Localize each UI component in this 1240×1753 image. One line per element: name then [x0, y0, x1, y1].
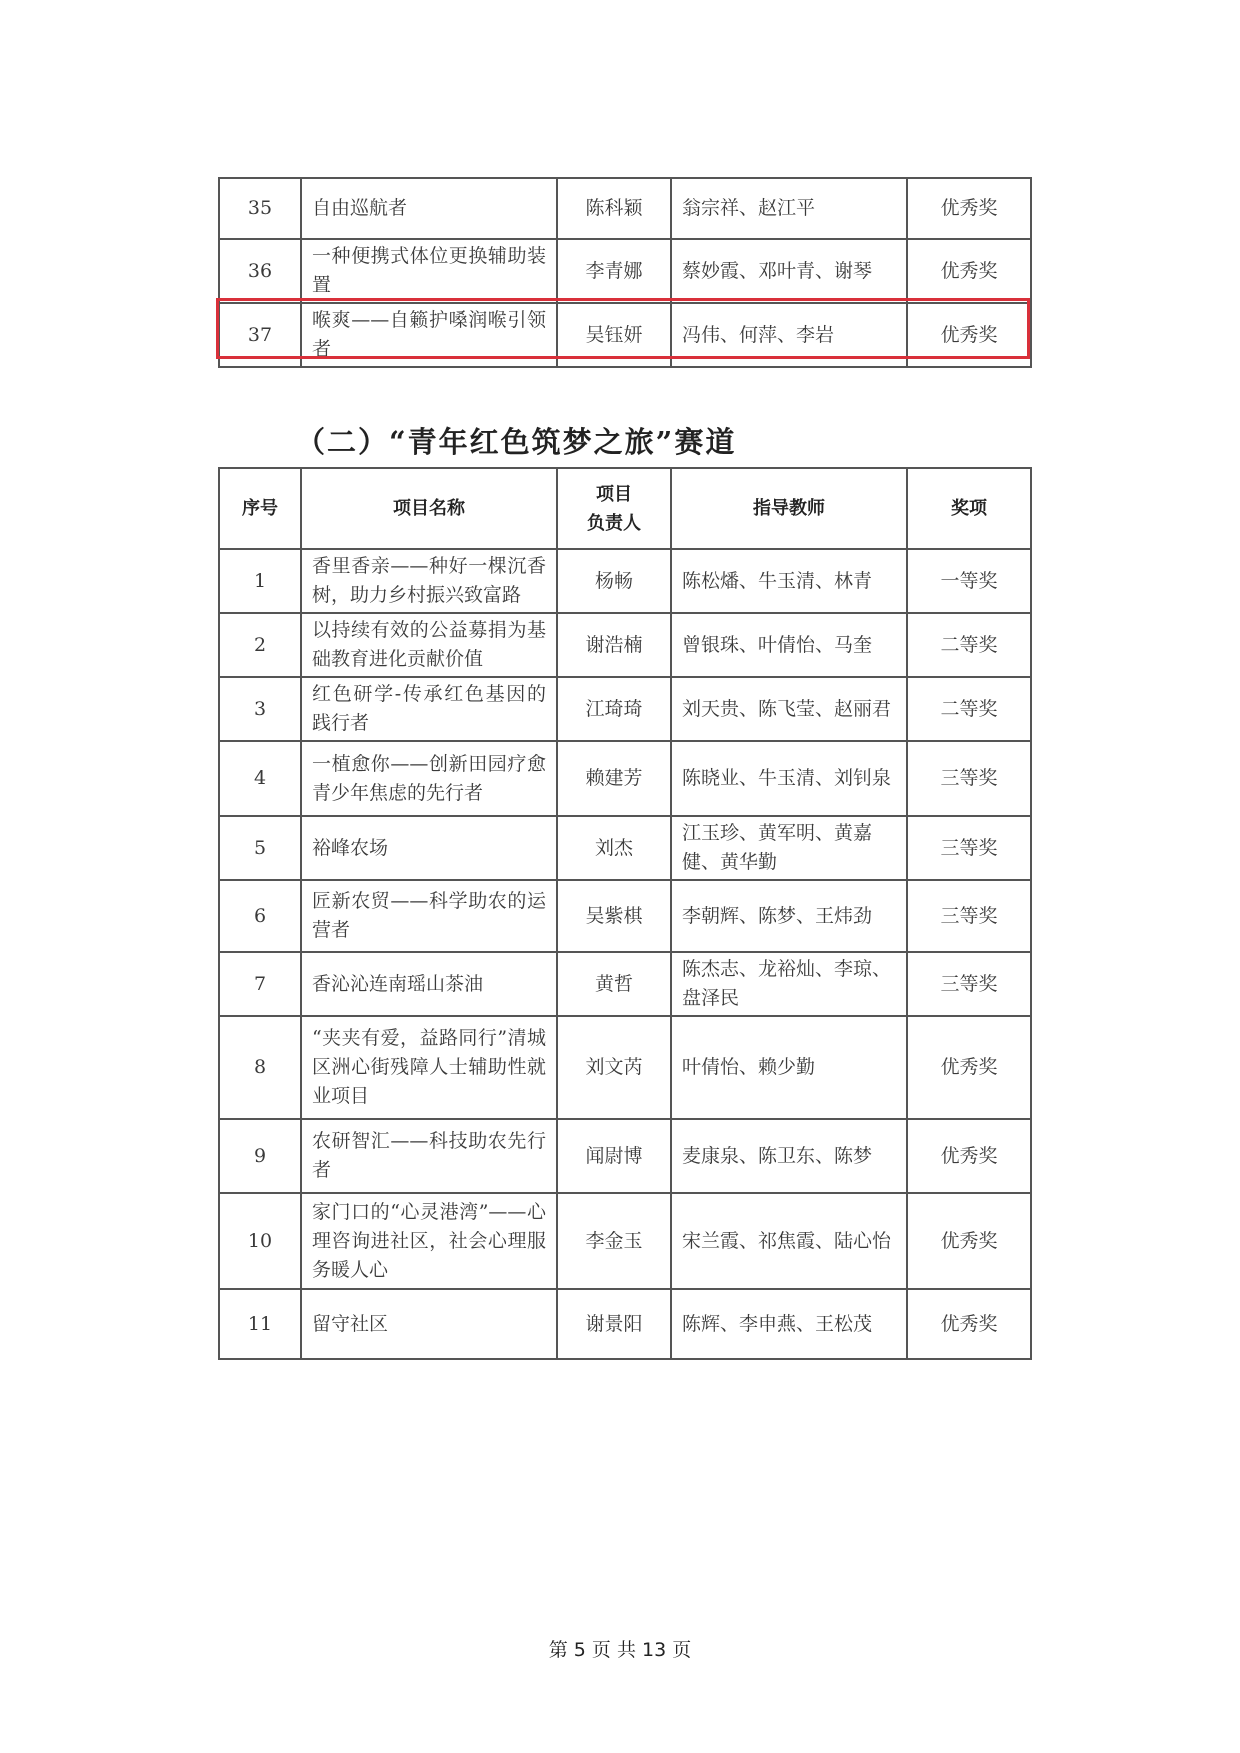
table-row — [219, 613, 1031, 677]
advisors: 陈辉、李申燕、王松茂 — [671, 1289, 907, 1359]
project-leader: 吴紫棋 — [557, 880, 671, 952]
row-number: 11 — [219, 1289, 301, 1359]
project-name: 以持续有效的公益募捐为基础教育进化贡献价值 — [301, 613, 557, 677]
project-name: 匠新农贸——科学助农的运营者 — [301, 880, 557, 952]
table-row — [219, 880, 1031, 952]
row-number: 5 — [219, 816, 301, 880]
advisors: 江玉珍、黄军明、黄嘉健、黄华勤 — [671, 816, 907, 880]
table-row — [219, 952, 1031, 1016]
table-row — [219, 239, 1031, 303]
project-leader: 谢浩楠 — [557, 613, 671, 677]
table-row-highlighted — [219, 303, 1031, 367]
project-leader: 江琦琦 — [557, 677, 671, 741]
award: 三等奖 — [907, 952, 1031, 1016]
project-name: 香里香亲——种好一棵沉香树，助力乡村振兴致富路 — [301, 549, 557, 613]
row-number: 4 — [219, 741, 301, 816]
project-leader: 谢景阳 — [557, 1289, 671, 1359]
header-leader-line1: 项目 — [596, 483, 632, 505]
section-title: （二）“青年红色筑梦之旅”赛道 — [296, 425, 737, 459]
awards-table-continued — [218, 177, 1032, 368]
project-leader: 刘文芮 — [557, 1016, 671, 1119]
project-name: 留守社区 — [301, 1289, 557, 1359]
advisors: 冯伟、何萍、李岩 — [671, 303, 907, 367]
row-number: 3 — [219, 677, 301, 741]
advisors: 宋兰霞、祁焦霞、陆心怡 — [671, 1193, 907, 1289]
project-name: 裕峰农场 — [301, 816, 557, 880]
page-footer: 第 5 页 共 13 页 — [548, 1639, 692, 1661]
table-row — [219, 677, 1031, 741]
project-leader: 杨畅 — [557, 549, 671, 613]
header-leader-line2: 负责人 — [587, 512, 641, 534]
project-leader: 刘杰 — [557, 816, 671, 880]
award: 优秀奖 — [907, 1193, 1031, 1289]
header-number: 序号 — [219, 468, 301, 549]
advisors: 刘天贵、陈飞莹、赵丽君 — [671, 677, 907, 741]
table-row — [219, 1016, 1031, 1119]
header-project-leader — [557, 468, 671, 549]
advisors: 李朝辉、陈梦、王炜劲 — [671, 880, 907, 952]
header-award: 奖项 — [907, 468, 1031, 549]
project-leader: 闻尉博 — [557, 1119, 671, 1193]
project-name: 香沁沁连南瑶山茶油 — [301, 952, 557, 1016]
row-number: 10 — [219, 1193, 301, 1289]
row-number: 7 — [219, 952, 301, 1016]
advisors: 陈杰志、龙裕灿、李琼、盘泽民 — [671, 952, 907, 1016]
row-number: 9 — [219, 1119, 301, 1193]
project-name: 农研智汇——科技助农先行者 — [301, 1119, 557, 1193]
table-row — [219, 1119, 1031, 1193]
award: 二等奖 — [907, 613, 1031, 677]
award: 优秀奖 — [907, 1289, 1031, 1359]
award: 优秀奖 — [907, 1119, 1031, 1193]
project-name: 红色研学-传承红色基因的践行者 — [301, 677, 557, 741]
project-name: “夹夹有爱，益路同行”清城区洲心街残障人士辅助性就业项目 — [301, 1016, 557, 1119]
project-leader: 李青娜 — [557, 239, 671, 303]
table-header-row — [219, 468, 1031, 549]
table-row — [219, 549, 1031, 613]
project-name: 一植愈你——创新田园疗愈青少年焦虑的先行者 — [301, 741, 557, 816]
advisors: 陈晓业、牛玉清、刘钊泉 — [671, 741, 907, 816]
advisors: 曾银珠、叶倩怡、马奎 — [671, 613, 907, 677]
header-advisors: 指导教师 — [671, 468, 907, 549]
advisors: 翁宗祥、赵江平 — [671, 178, 907, 239]
award: 优秀奖 — [907, 1016, 1031, 1119]
header-project-name: 项目名称 — [301, 468, 557, 549]
project-leader: 陈科颖 — [557, 178, 671, 239]
advisors: 蔡妙霞、邓叶青、谢琴 — [671, 239, 907, 303]
row-number: 6 — [219, 880, 301, 952]
project-name: 喉爽——自籁护嗓润喉引领者 — [301, 303, 557, 367]
project-name: 家门口的“心灵港湾”——心理咨询进社区，社会心理服务暖人心 — [301, 1193, 557, 1289]
table-row — [219, 1289, 1031, 1359]
project-name: 自由巡航者 — [301, 178, 557, 239]
project-leader: 黄哲 — [557, 952, 671, 1016]
award: 一等奖 — [907, 549, 1031, 613]
award: 优秀奖 — [907, 178, 1031, 239]
award: 优秀奖 — [907, 303, 1031, 367]
award: 三等奖 — [907, 880, 1031, 952]
project-name: 一种便携式体位更换辅助装置 — [301, 239, 557, 303]
award: 三等奖 — [907, 741, 1031, 816]
row-number: 35 — [219, 178, 301, 239]
table-row — [219, 816, 1031, 880]
advisors: 麦康泉、陈卫东、陈梦 — [671, 1119, 907, 1193]
row-number: 37 — [219, 303, 301, 367]
project-leader: 吴钰妍 — [557, 303, 671, 367]
awards-table — [218, 467, 1032, 1360]
row-number: 1 — [219, 549, 301, 613]
advisors: 叶倩怡、赖少勤 — [671, 1016, 907, 1119]
row-number: 2 — [219, 613, 301, 677]
table-row — [219, 1193, 1031, 1289]
project-leader: 李金玉 — [557, 1193, 671, 1289]
award: 三等奖 — [907, 816, 1031, 880]
row-number: 36 — [219, 239, 301, 303]
row-number: 8 — [219, 1016, 301, 1119]
award: 优秀奖 — [907, 239, 1031, 303]
table-row — [219, 178, 1031, 239]
project-leader: 赖建芳 — [557, 741, 671, 816]
award: 二等奖 — [907, 677, 1031, 741]
table-row — [219, 741, 1031, 816]
advisors: 陈松燔、牛玉清、林青 — [671, 549, 907, 613]
